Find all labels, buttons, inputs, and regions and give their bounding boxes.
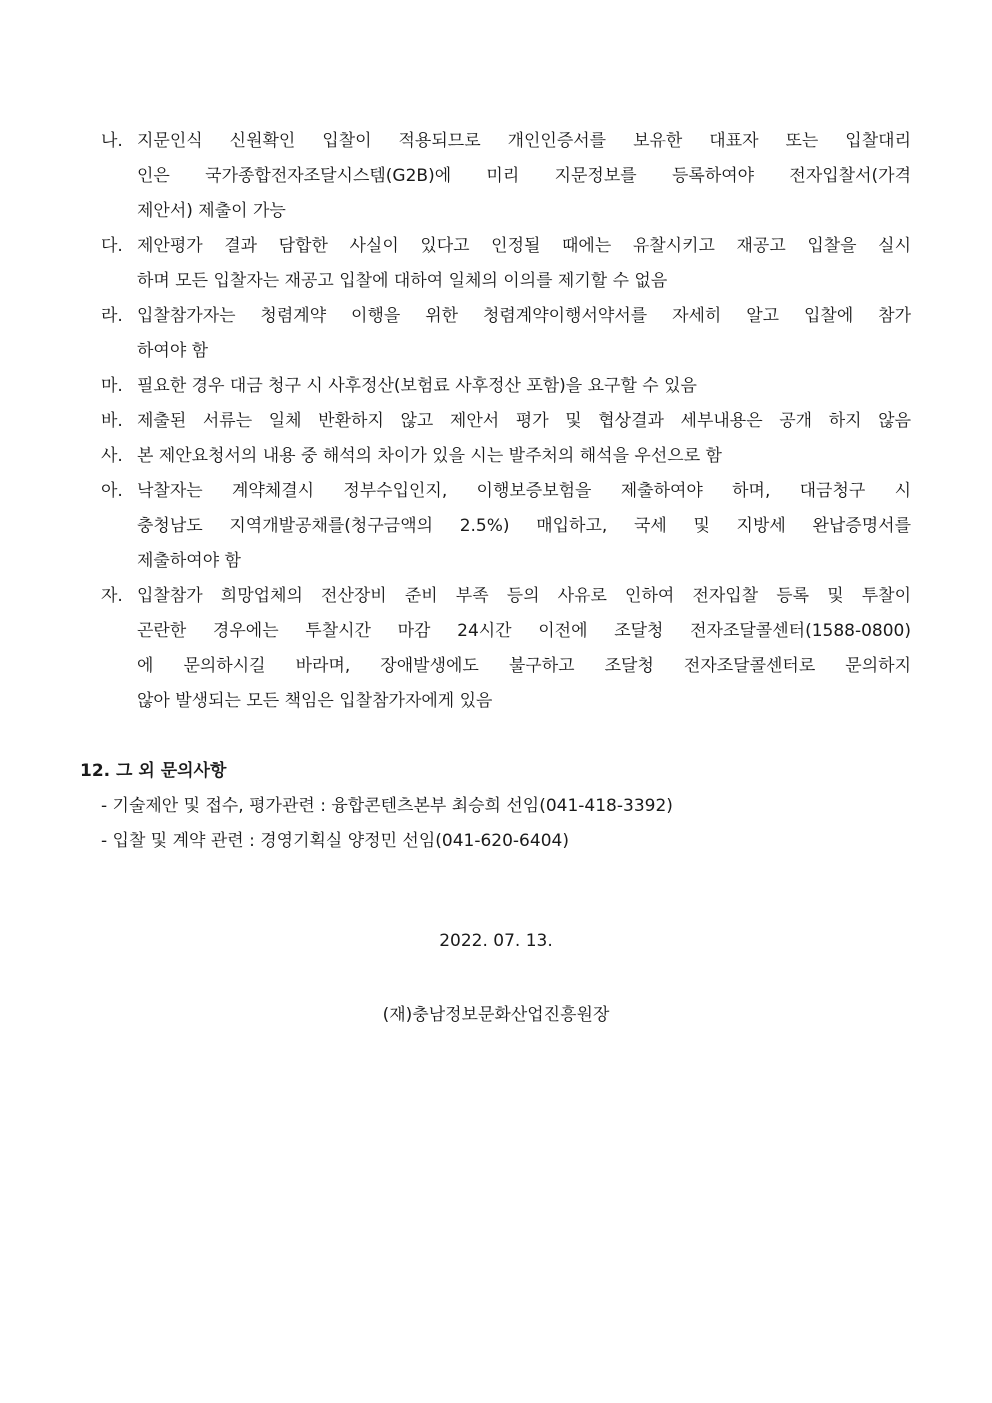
item-line: 제안평가 결과 담합한 사실이 있다고 인정될 때에는 유찰시키고 재공고 입찰을 실시 [137, 236, 911, 256]
list-marker: 자. [101, 586, 123, 606]
item-line: 충청남도 지역개발공채를(청구금액의 2.5%) 매입하고, 국세 및 지방세 완납증명서를 [137, 516, 911, 536]
item-line: 본 제안요청서의 내용 중 해석의 차이가 있을 시는 발주처의 해석을 우선으로 함 [137, 446, 722, 466]
item-line: 인은 국가종합전자조달시스템(G2B)에 미리 지문정보를 등록하여야 전자입찰서(가격 [137, 166, 911, 186]
item-line: 하며 모든 입찰자는 재공고 입찰에 대하여 일체의 이의를 제기할 수 없음 [137, 271, 668, 291]
document-date: 2022. 07. 13. [439, 931, 553, 951]
item-line: 입찰참가 희망업체의 전산장비 준비 부족 등의 사유로 인하여 전자입찰 등록 및 투찰이 [137, 586, 911, 606]
item-line: 않아 발생되는 모든 책임은 입찰참가자에게 있음 [137, 691, 493, 711]
item-line: 제안서) 제출이 가능 [137, 201, 286, 221]
list-marker: 아. [101, 481, 123, 501]
item-line: 제출된 서류는 일체 반환하지 않고 제안서 평가 및 협상결과 세부내용은 공개 하지 않음 [137, 411, 911, 431]
list-marker: 다. [101, 236, 123, 256]
list-marker: 바. [101, 411, 123, 431]
item-line: 하여야 함 [137, 341, 209, 361]
list-marker: 사. [101, 446, 123, 466]
list-marker: 나. [101, 131, 123, 151]
list-marker: 라. [101, 306, 123, 326]
section-heading: 12. 그 외 문의사항 [80, 761, 227, 781]
item-line: 제출하여야 함 [137, 551, 241, 571]
issuing-organization: (재)충남정보문화산업진흥원장 [382, 1005, 610, 1025]
item-line: 곤란한 경우에는 투찰시간 마감 24시간 이전에 조달청 전자조달콜센터(1588-0800) [137, 621, 911, 641]
item-line: 입찰참가자는 청렴계약 이행을 위한 청렴계약이행서약서를 자세히 알고 입찰에 참가 [137, 306, 911, 326]
list-marker: 마. [101, 376, 123, 396]
item-line: 에 문의하시길 바라며, 장애발생에도 불구하고 조달청 전자조달콜센터로 문의하지 [137, 656, 911, 676]
item-line: 필요한 경우 대금 청구 시 사후정산(보험료 사후정산 포함)을 요구할 수 있음 [137, 376, 697, 396]
item-line: 지문인식 신원확인 입찰이 적용되므로 개인인증서를 보유한 대표자 또는 입찰대리 [137, 131, 911, 151]
contact-line: - 기술제안 및 접수, 평가관련 : 융합콘텐츠본부 최승희 선임(041-418-3392) [101, 796, 673, 816]
item-line: 낙찰자는 계약체결시 정부수입인지, 이행보증보험을 제출하여야 하며, 대금청구 시 [137, 481, 911, 501]
contact-line: - 입찰 및 계약 관련 : 경영기획실 양정민 선임(041-620-6404) [101, 831, 569, 851]
